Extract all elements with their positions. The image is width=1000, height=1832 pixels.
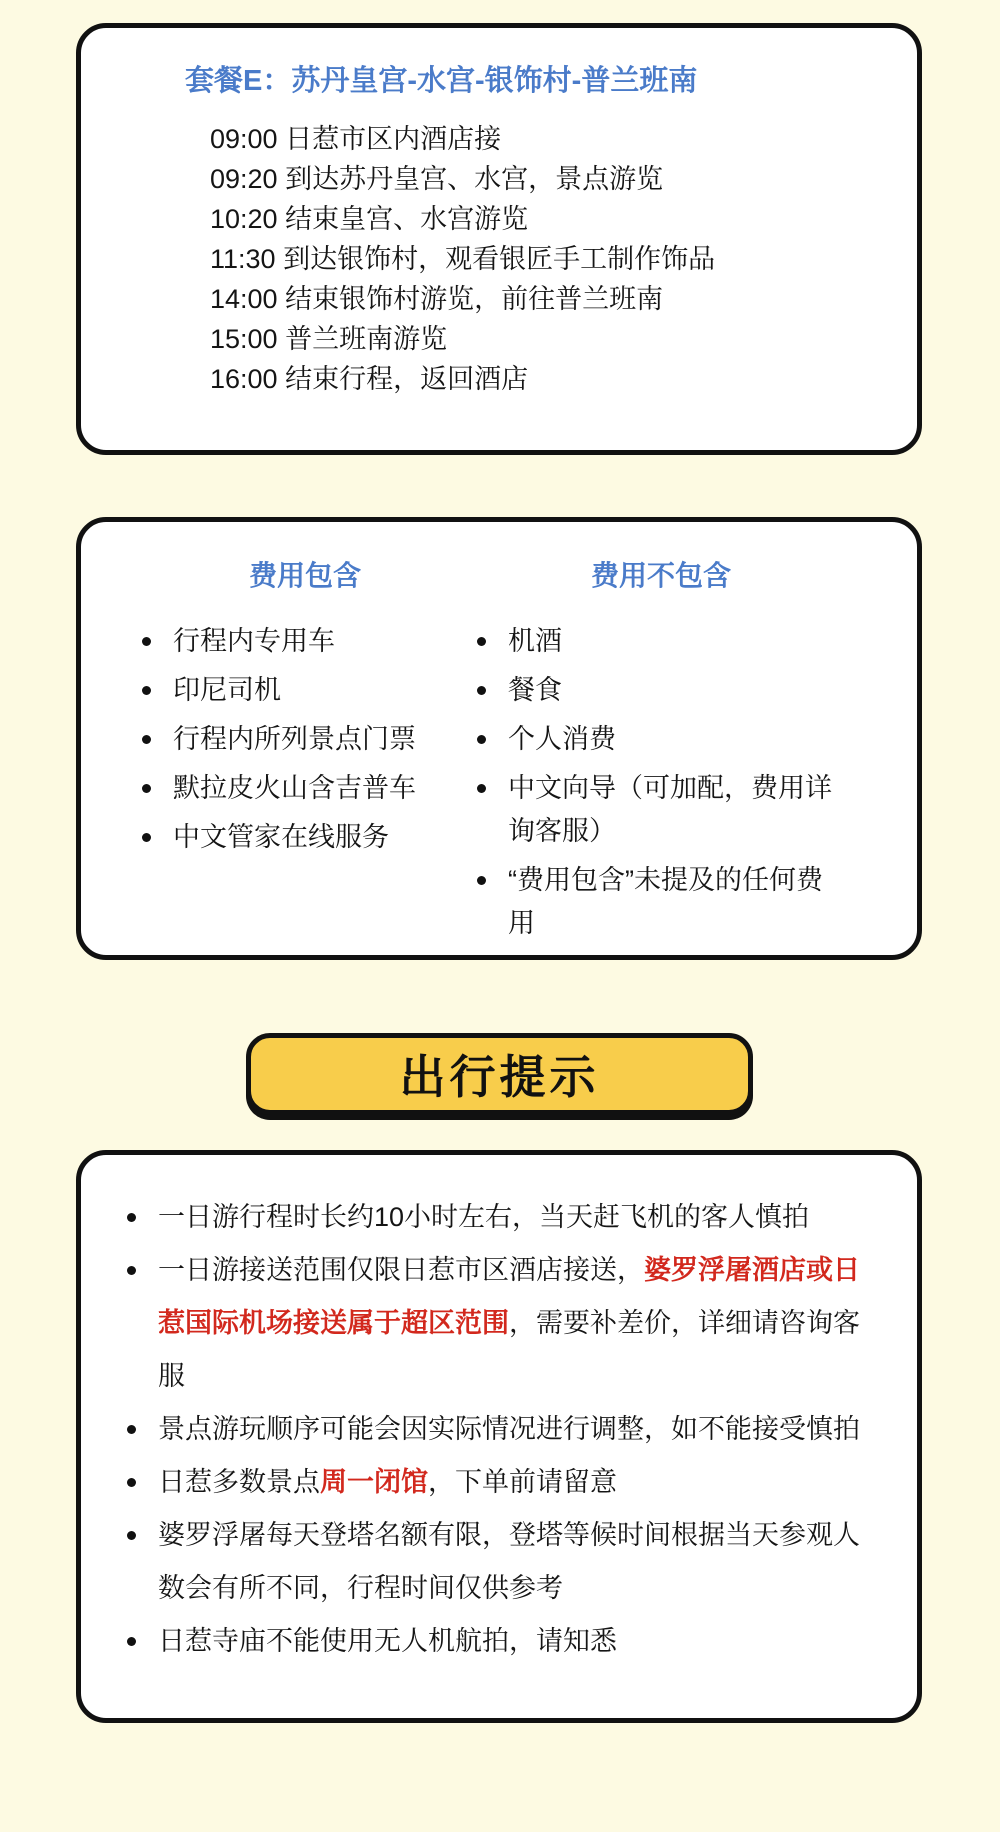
package-card xyxy=(76,23,922,455)
schedule-item: 10:20 结束皇宫、水宫游览 xyxy=(210,204,529,234)
fee-excluded-item: 中文向导（可加配，费用详询客服） xyxy=(475,767,847,853)
fee-excluded-item: “费用包含”未提及的任何费用 xyxy=(475,859,847,945)
tip-item xyxy=(125,1191,875,1244)
tips-list xyxy=(125,1191,875,1668)
tip-item xyxy=(125,1456,875,1509)
package-title: 套餐E：苏丹皇宫-水宫-银饰村-普兰班南 xyxy=(185,65,698,97)
tip-item xyxy=(125,1403,875,1456)
travel-tips-badge xyxy=(246,1033,753,1115)
tip-text: 日惹寺庙不能使用无人机航拍，请知悉 xyxy=(158,1626,617,1656)
tip-text: 婆罗浮屠每天登塔名额有限，登塔等候时间根据当天参观人数会有所不同，行程时间仅供参考 xyxy=(158,1520,860,1603)
tip-text: ，需要补差价，详细请咨询客服 xyxy=(158,1308,860,1391)
fee-included-item: 中文管家在线服务 xyxy=(140,816,470,859)
schedule-item: 16:00 结束行程，返回酒店 xyxy=(210,364,529,394)
fee-included-item: 默拉皮火山含吉普车 xyxy=(140,767,470,810)
tip-text-highlight: 婆罗浮屠酒店或日惹国际机场接送属于超区范围 xyxy=(158,1255,860,1338)
tip-text-highlight: 周一闭馆 xyxy=(320,1467,428,1497)
tip-item xyxy=(125,1615,875,1668)
tip-text: 一日游接送范围仅限日惹市区酒店接送， xyxy=(158,1255,644,1285)
fees-included-column xyxy=(140,554,470,865)
fee-excluded-item: 机酒 xyxy=(475,620,847,663)
fee-excluded-item: 餐食 xyxy=(475,669,847,712)
fee-excluded-item: 个人消费 xyxy=(475,718,847,761)
fee-included-item: 行程内所列景点门票 xyxy=(140,718,470,761)
fees-included-list xyxy=(140,620,470,859)
fees-excluded-title: 费用不包含 xyxy=(590,560,731,591)
tip-text: 一日游行程时长约10小时左右，当天赶飞机的客人慎拍 xyxy=(158,1202,810,1232)
tips-card xyxy=(76,1150,922,1723)
fees-excluded-list xyxy=(475,620,847,945)
schedule-item: 09:20 到达苏丹皇宫、水宫，景点游览 xyxy=(210,164,664,194)
tip-text: 景点游玩顺序可能会因实际情况进行调整，如不能接受慎拍 xyxy=(158,1414,860,1444)
tip-item xyxy=(125,1509,875,1615)
schedule-item: 09:00 日惹市区内酒店接 xyxy=(210,124,502,154)
schedule-item: 11:30 到达银饰村，观看银匠手工制作饰品 xyxy=(210,244,716,274)
fee-included-item: 印尼司机 xyxy=(140,669,470,712)
schedule-item: 15:00 普兰班南游览 xyxy=(210,324,448,354)
fee-included-item: 行程内专用车 xyxy=(140,620,470,663)
fees-excluded-column xyxy=(475,554,847,951)
travel-tips-badge-label: 出行提示 xyxy=(399,1051,600,1103)
schedule-list xyxy=(210,119,877,399)
tip-item xyxy=(125,1244,875,1403)
fees-included-title: 费用包含 xyxy=(248,560,361,591)
fees-card xyxy=(76,517,922,960)
schedule-item: 14:00 结束银饰村游览，前往普兰班南 xyxy=(210,284,664,314)
tip-text: 日惹多数景点 xyxy=(158,1467,320,1497)
tip-text: ，下单前请留意 xyxy=(428,1467,617,1497)
